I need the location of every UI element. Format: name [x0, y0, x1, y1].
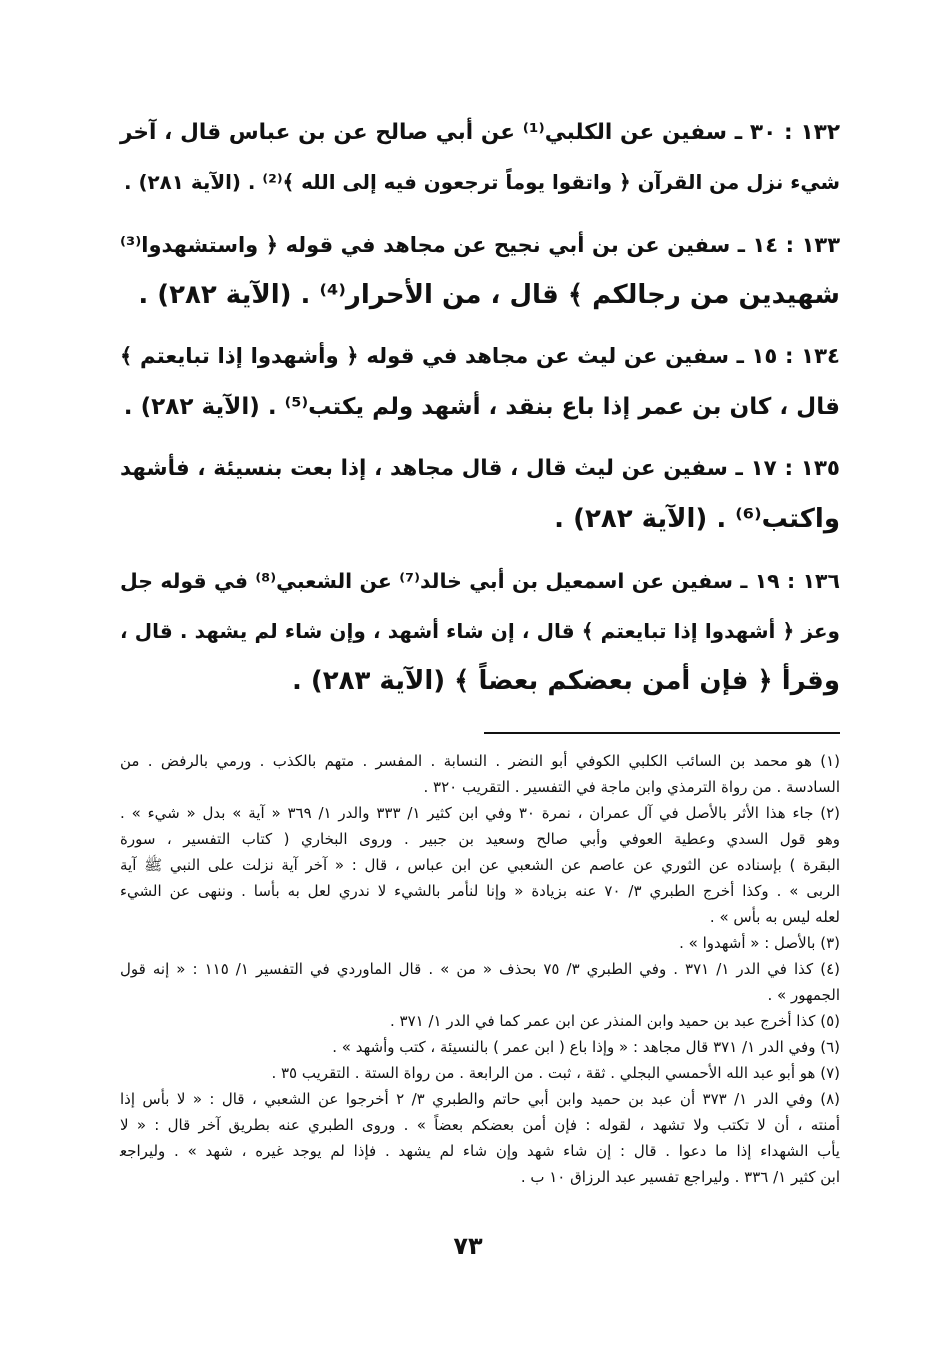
footnote-7 — [120, 1060, 840, 1086]
entry-135 — [120, 444, 840, 544]
footnote-2 — [120, 800, 840, 930]
footnote-line: (٦) وفي الدر ١/ ٣٧١ قال مجاهد : « وإذا باع ( ابن عمر ) بالنسيئة ، كتب وأشهد » . — [332, 1038, 840, 1056]
entry-line: شهيدين من رجالكم ﴾ قال ، من الأحرار⁽⁴⁾ . (الآية ٢٨٢) . — [138, 280, 840, 310]
page-number: ٧٣ — [453, 1232, 483, 1260]
footnote-line: السادسة . من رواة الترمذي وابن ماجة في التفسير . التقريب ٣٢٠ . — [423, 778, 840, 796]
entry-line: ١٣٤ : ١٥ ـ سفين عن ليث عن مجاهد في قوله ﴿ وأشهدوا إذا تبايعتم ﴾ — [120, 344, 840, 369]
entry-line: شيء نزل من القرآن ﴿ واتقوا يوماً ترجعون فيه إلى الله ﴾⁽²⁾ . (الآية ٢٨١) . — [124, 171, 840, 194]
footnote-divider — [484, 732, 840, 734]
footnotes — [120, 748, 840, 1190]
entry-line: وقرأ ﴿ فإن أمن بعضكم بعضاً ﴾ (الآية ٢٨٣) . — [291, 666, 840, 696]
footnote-line: وهو قول السدي وعطية العوفي وأبي صالح وسعيد بن جبير . وروى البخاري ( كتاب التفسير ، سورة — [120, 830, 840, 848]
footnote-line: يأب الشهداء إذا ما دعوا . قال : إن شاء شهد وإن شاء لم يشهد . فإذا لم يوجد غيره ، شهد » . وليراجع — [120, 1142, 840, 1160]
main-text — [120, 108, 840, 706]
footnote-line: لعله ليس به بأس » . — [709, 908, 840, 926]
footnote-4 — [120, 956, 840, 1008]
entry-134 — [120, 332, 840, 432]
footnote-1 — [120, 748, 840, 800]
footnote-line: الربى » . وكذا أخرج الطبري ٣/ ٧٠ عنه بزيادة « وإنا لنأمر بالشيء لا ندري لعل به بأسا . وننهى عن الشيء — [120, 882, 841, 900]
footnote-line: الجمهور » . — [767, 986, 840, 1004]
entry-line: ١٣٥ : ١٧ ـ سفين عن ليث قال ، قال مجاهد ، إذا بعت بنسيئة ، فأشهد — [120, 456, 841, 481]
entry-line: ١٣٦ : ١٩ ـ سفين عن اسمعيل بن أبي خالد⁽⁷⁾ عن الشعبي⁽⁸⁾ في قوله جل — [120, 569, 841, 593]
footnote-line: (٧) هو أبو عبد الله الأحمسي البجلي . ثقة ، ثبت . من الرابعة . من رواة الستة . التقريب ٣٥ . — [271, 1064, 840, 1082]
footnote-5 — [120, 1008, 840, 1034]
footnote-8 — [120, 1086, 840, 1190]
entry-133 — [120, 220, 840, 320]
footnote-line: ابن كثير ١/ ٣٣٦ . وليراجع تفسير عبد الرزاق ١٠ ب . — [520, 1168, 840, 1186]
page-body — [120, 108, 840, 1190]
entry-line: واكتب⁽⁶⁾ . (الآية ٢٨٢) . — [554, 504, 840, 534]
footnote-line: (٨) وفي الدر ١/ ٣٧٣ أن عبد بن حميد وابن أبي حاتم والطبري ٣/ ٢ أخرجوا عن الشعبي ، قال : « لا بأس إذا — [120, 1090, 840, 1108]
footnote-line: البقرة ) بإسناده عن الثوري عن عاصم عن الشعبي عن ابن عباس ، قال : « آخر آية نزلت على النبي ﷺ آية — [120, 856, 840, 874]
footnote-6 — [120, 1034, 840, 1060]
footnote-line: (٤) كذا في الدر ١/ ٣٧١ . وفي الطبري ٣/ ٧٥ بحذف « من » . قال الماوردي في التفسير ١/ ١١٥ : « إنه قول — [120, 960, 840, 978]
entry-136 — [120, 556, 840, 706]
entry-line: ١٣٢ : ٣٠ ـ سفين عن الكلبي⁽¹⁾ عن أبي صالح عن بن عباس قال ، آخر — [120, 120, 840, 145]
footnote-line: (٥) كذا أخرج عبد بن حميد وابن المنذر عن ابن عمر كما في الدر ١/ ٣٧١ . — [389, 1012, 840, 1030]
footnote-line: (٢) جاء هذا الأثر بالأصل في آل عمران ، نمرة ٣٠ وفي ابن كثير ١/ ٣٣٣ والدر ١/ ٣٦٩ « آية » بدل « شيء » . — [120, 804, 840, 822]
entry-line: قال ، كان بن عمر إذا باع بنقد ، أشهد ولم يكتب⁽⁵⁾ . (الآية ٢٨٢) . — [123, 394, 840, 420]
footnote-line: (١) هو محمد بن السائب الكلبي الكوفي أبو النضر . النسابة . المفسر . متهم بالكذب . ورمي بالرفض . من — [120, 752, 840, 770]
entry-132 — [120, 108, 840, 208]
footnote-line: أمنته ، أن لا تكتب ولا تشهد ، لقوله : فإن أمن بعضكم بعضاً » . وروى الطبري عنه بطريق آخر قال : « لا — [120, 1116, 840, 1134]
entry-line: ١٣٣ : ١٤ ـ سفين عن بن أبي نجيح عن مجاهد في قوله ﴿ واستشهدوا⁽³⁾ — [120, 233, 840, 257]
entry-line: وعز ﴿ أشهدوا إذا تبايعتم ﴾ قال ، إن شاء أشهد ، وإن شاء لم يشهد . قال ، — [120, 619, 840, 643]
footnote-3 — [120, 930, 840, 956]
footnote-line: (٣) بالأصل : « أشهدوا » . — [679, 934, 840, 952]
